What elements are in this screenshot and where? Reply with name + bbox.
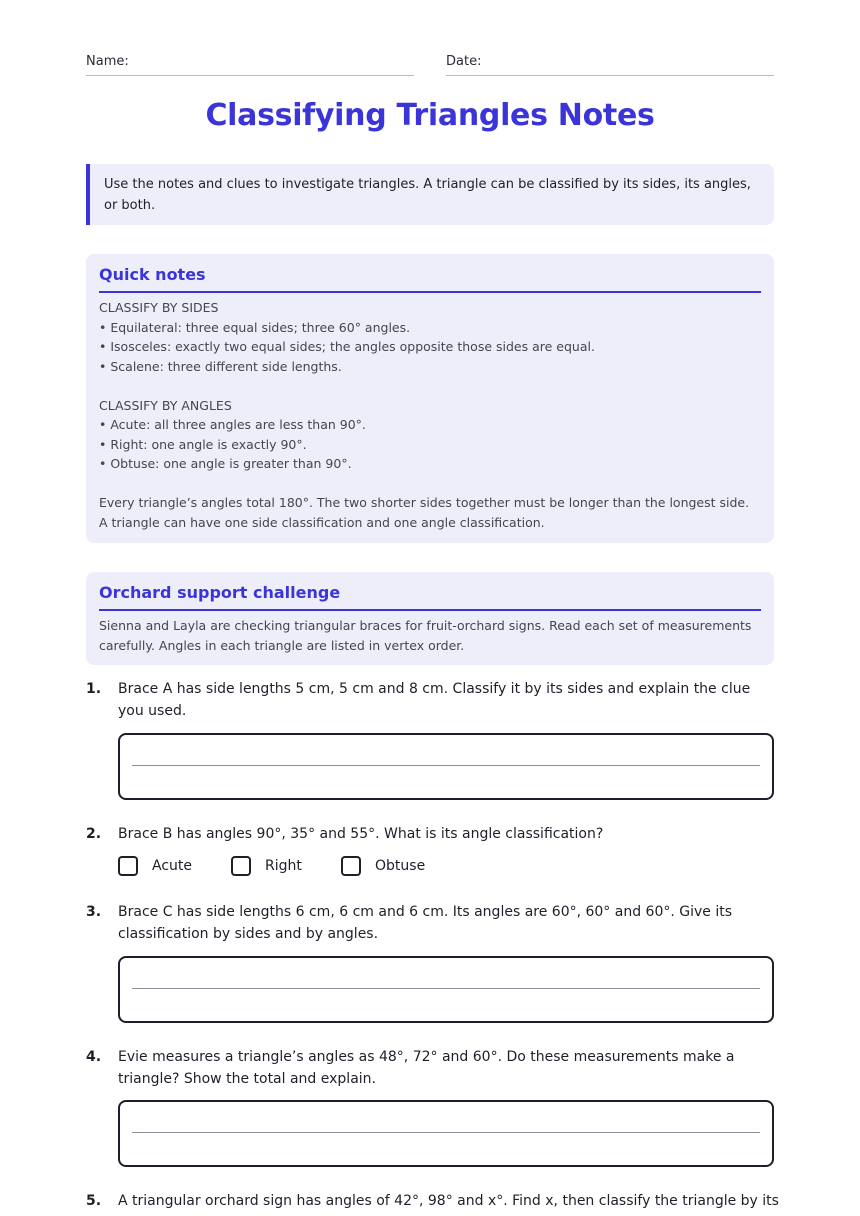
intro-callout: Use the notes and clues to investigate triangles. A triangle can be classified by its sides, its angles, or both.: [86, 164, 774, 225]
question-number: 5.: [86, 1193, 102, 1209]
question-number: 3.: [86, 904, 102, 920]
note-item: • Acute: all three angles are less than 90°.: [99, 417, 366, 432]
date-label: Date:: [446, 54, 482, 69]
challenge-title: Orchard support challenge: [99, 583, 761, 611]
choice-label: Acute: [152, 858, 193, 874]
answer-box-4[interactable]: [118, 1100, 774, 1167]
quick-notes-card: [86, 254, 774, 543]
notes-summary: Every triangle’s angles total 180°. The two shorter sides together must be longer than the longest side. A triangle can have one side classification and one angle classification.: [99, 495, 750, 530]
answer-box-3[interactable]: [118, 956, 774, 1023]
checkbox[interactable]: [341, 856, 361, 876]
question-number: 1.: [86, 681, 102, 697]
header-fields: [86, 54, 774, 76]
answer-box-1[interactable]: [118, 733, 774, 800]
question-text: Brace B has angles 90°, 35° and 55°. What is its angle classification?: [118, 826, 604, 842]
note-item: • Isosceles: exactly two equal sides; the angles opposite those sides are equal.: [99, 339, 595, 354]
challenge-card: [86, 572, 774, 665]
note-item: • Right: one angle is exactly 90°.: [99, 436, 307, 452]
question-text: A triangular orchard sign has angles of 42°, 98° and x°. Find x, then classify the triangle by its: [118, 1193, 779, 1209]
page-title: Classifying Triangles Notes: [205, 98, 655, 133]
note-item: • Obtuse: one angle is greater than 90°.: [99, 456, 352, 471]
checkbox[interactable]: [231, 856, 251, 876]
choice-label: Obtuse: [375, 858, 426, 874]
question-text: Brace A has side lengths 5 cm, 5 cm and 8 cm. Classify it by its sides and explain the clue you used.: [118, 681, 751, 719]
checkbox[interactable]: [118, 856, 138, 876]
question-text: Evie measures a triangle’s angles as 48°, 72° and 60°. Do these measurements make a triangle? Show the total and explain.: [118, 1049, 735, 1087]
quick-notes-body: [99, 293, 761, 532]
sides-heading: CLASSIFY BY SIDES: [99, 300, 219, 315]
angles-heading: CLASSIFY BY ANGLES: [99, 397, 232, 413]
question-number: 2.: [86, 826, 102, 842]
challenge-text: Sienna and Layla are checking triangular braces for fruit-orchard signs. Read each set of measurements carefully. Angles in each triangle are listed in vertex order.: [99, 618, 752, 653]
note-item: • Scalene: three different side lengths.: [99, 358, 342, 374]
name-label: Name:: [86, 54, 129, 69]
quick-notes-title: Quick notes: [99, 265, 761, 293]
question-text: Brace C has side lengths 6 cm, 6 cm and 6 cm. Its angles are 60°, 60° and 60°. Give its classification by sides and by angles.: [118, 904, 733, 942]
question-number: 4.: [86, 1049, 102, 1065]
note-item: • Equilateral: three equal sides; three 60° angles.: [99, 319, 411, 335]
name-field[interactable]: [86, 54, 414, 76]
date-field[interactable]: [446, 54, 774, 76]
choice-label: Right: [265, 858, 302, 874]
